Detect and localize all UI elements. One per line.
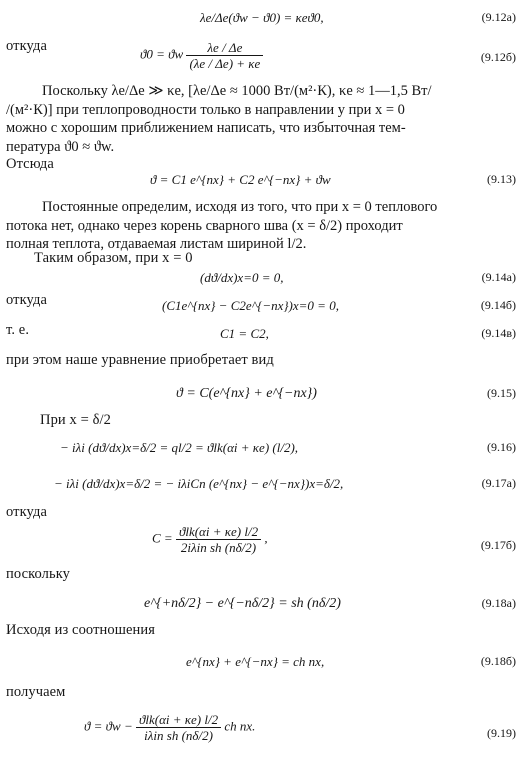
text-otkuda: откуда [6, 504, 47, 520]
equation-9-12a [0, 10, 524, 30]
equation-number: (9.12а) [481, 10, 516, 24]
text-otkuda: откуда [6, 292, 47, 308]
equation-9-17a [0, 476, 524, 496]
equation-formula: − iλi (dϑ/dx)x=δ/2 = ql/2 = ϑlk(αi + κe) (l/2), [60, 440, 299, 455]
text-poluchaem: получаем [6, 684, 66, 700]
fraction-numerator: ϑlk(αi + κe) l/2 [136, 712, 221, 728]
equation-9-18a [0, 596, 524, 616]
fraction [136, 712, 221, 743]
equation-lhs: ϑ = ϑw − [84, 718, 133, 734]
equation-tail: ch nx. [224, 718, 256, 734]
equation-number: (9.14б) [480, 298, 516, 312]
equation-9-12b [0, 38, 524, 74]
equation-9-19 [0, 712, 524, 752]
equation-formula: e^{nx} + e^{−nx} = ch nx, [186, 654, 325, 669]
equation-number: (9.17б) [480, 538, 516, 552]
fraction-denominator: 2iλin sh (nδ/2) [180, 540, 257, 555]
equation-number: (9.19) [487, 726, 516, 740]
paragraph-line: потока нет, однако через корень сварного шва (x = δ/2) проходит [6, 217, 403, 234]
text-pri-x: При x = δ/2 [40, 412, 111, 428]
paragraph-line: можно с хорошим приближением написать, что избыточная тем- [6, 120, 406, 137]
equation-9-16 [0, 440, 524, 460]
fraction [176, 524, 261, 555]
paragraph-poskolku [6, 82, 518, 156]
equation-number: (9.15) [487, 386, 516, 400]
text-te: т. е. [6, 322, 30, 338]
equation-formula: ϑ = C1 e^{nx} + C2 e^{−nx} + ϑw [150, 172, 331, 187]
equation-number: (9.13) [487, 172, 516, 186]
text-takim-obrazom: Таким образом, при x = 0 [34, 250, 193, 266]
equation-number: (9.18б) [480, 654, 516, 668]
equation-number: (9.17а) [481, 476, 516, 490]
equation-formula: e^{+nδ/2} − e^{−nδ/2} = sh (nδ/2) [144, 596, 341, 611]
equation-formula [152, 524, 268, 555]
text-otkuda: откуда [6, 38, 47, 54]
equation-lhs: ϑ0 = ϑw [140, 46, 184, 62]
equation-9-14b [0, 298, 524, 318]
equation-formula: − iλi (dϑ/dx)x=δ/2 = − iλiCn (e^{nx} − e^{−nx})x=δ/2, [54, 476, 344, 491]
equation-lhs: C = [152, 530, 173, 546]
equation-formula: λe/Δe(ϑw − ϑ0) = κeϑ0, [200, 10, 324, 25]
text-otsyuda: Отсюда [6, 156, 54, 172]
text-iskhodya: Исходя из соотношения [6, 622, 156, 638]
paragraph-line: Постоянные определим, исходя из того, что при x = 0 теплового [42, 199, 438, 215]
fraction-numerator: ϑlk(αi + κe) l/2 [176, 524, 261, 540]
equation-formula: (C1e^{nx} − C2e^{−nx})x=0 = 0, [162, 298, 339, 313]
equation-9-17b [0, 522, 524, 562]
equation-number: (9.12б) [480, 50, 516, 64]
equation-9-14a [0, 270, 524, 290]
fraction-denominator: (λe / Δe) + κe [189, 56, 261, 71]
equation-formula [84, 712, 255, 743]
paragraph-line: /(м²·К)] при теплопроводности только в направлении y при x = 0 [6, 101, 405, 118]
equation-number: (9.16) [487, 440, 516, 454]
equation-9-14c [0, 326, 524, 346]
equation-number: (9.14в) [481, 326, 516, 340]
paragraph-line: пература ϑ0 ≈ ϑw. [6, 138, 115, 155]
equation-9-13 [0, 172, 524, 192]
equation-number: (9.14а) [481, 270, 516, 284]
text-pri-etom: при этом наше уравнение приобретает вид [6, 352, 274, 368]
equation-tail: , [264, 530, 268, 546]
fraction-denominator: iλin sh (nδ/2) [144, 728, 213, 743]
fraction-numerator: λe / Δe [186, 40, 263, 56]
equation-9-18b [0, 654, 524, 674]
equation-formula: C1 = C2, [220, 326, 269, 341]
text-poskolku: поскольку [6, 566, 71, 582]
paragraph-line: полная теплота, отдаваемая листам шириной l/2. [6, 236, 307, 253]
equation-number: (9.18а) [481, 596, 516, 610]
fraction [186, 40, 263, 71]
equation-formula: ϑ = C(e^{nx} + e^{−nx}) [176, 386, 317, 401]
paragraph-line: Поскольку λe/Δe ≫ κe, [λe/Δe ≈ 1000 Вт/(м²·К), κe ≈ 1—1,5 Вт/ [42, 83, 432, 99]
equation-formula: (dϑ/dx)x=0 = 0, [200, 270, 284, 285]
equation-formula [140, 40, 263, 71]
paragraph-postoyannye [6, 198, 518, 254]
equation-9-15 [0, 386, 524, 406]
